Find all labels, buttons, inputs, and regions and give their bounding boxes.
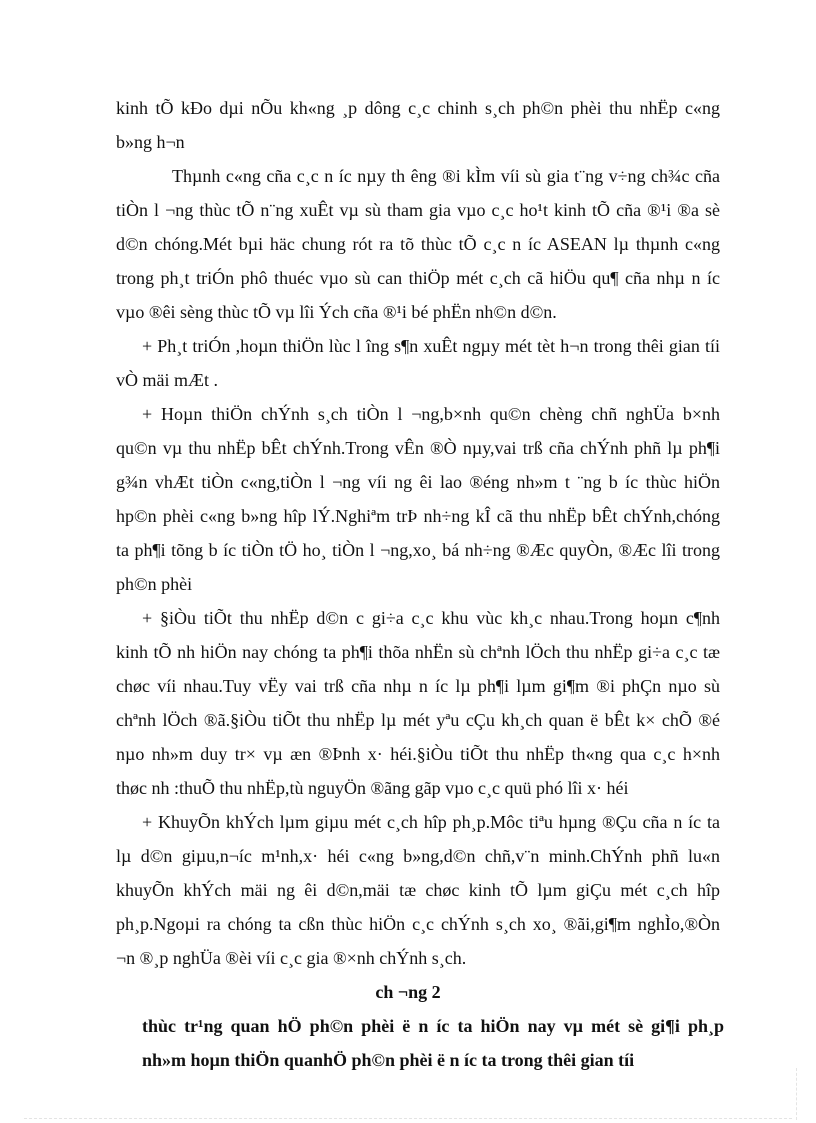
text-line: trong ph¸t triÓn phô thuéc vµo sù can thiÖp mét c¸ch cã hiÖu qu¶ cña nhµ n íc (116, 268, 720, 288)
text-line: + Hoµn thiÖn chÝnh s¸ch tiÒn l ¬ng,b×nh qu©n chèng chñ nghÜa b×nh (142, 404, 720, 424)
text-line: d©n chóng.Mét bµi häc chung rót ra tõ thùc tÕ c¸c n íc ASEAN lµ thµnh c«ng (116, 234, 720, 254)
text-line: + KhuyÕn khÝch lµm giµu mét c¸ch hîp ph¸p.Môc tiªu hµng ®Çu cña n íc ta (142, 812, 720, 832)
page-edge-rule (796, 1068, 797, 1120)
text-line: hp©n phèi c«ng b»ng hîp lÝ.Nghiªm trÞ nh÷ng kÎ cã thu nhËp bÊt chÝnh,chóng (116, 506, 720, 526)
text-line: Thµnh c«ng cña c¸c n íc nµy th êng ®i kÌm víi sù gia t¨ng v÷ng ch¾c cña (172, 166, 720, 186)
text-line: tiÒn l ¬ng thùc tÕ n¨ng xuÊt vµ sù tham gia vµo c¸c ho¹t kinh tÕ cña ®¹i ®a sè (116, 200, 720, 220)
text-line: chªnh lÖch ®ã.§iÒu tiÕt thu nhËp lµ mét yªu cÇu kh¸ch quan ë bÊt k× chÕ ®é (116, 710, 720, 730)
text-line: + §iÒu tiÕt thu nhËp d©n c gi÷a c¸c khu vùc kh¸c nhau.Trong hoµn c¶nh (142, 608, 720, 628)
text-line: ph©n phèi (116, 574, 193, 594)
text-line: b»ng h¬n (116, 132, 185, 152)
text-line: qu©n vµ thu nhËp bÊt chÝnh.Trong vÊn ®Ò nµy,vai trß cña chÝnh phñ lµ ph¶i (116, 438, 720, 458)
chapter-title-line: nh»m hoµn thiÖn quanhÖ ph©n phèi ë n íc ta trong thêi gian tíi (142, 1050, 635, 1070)
chapter-heading: ch ¬ng 2 (375, 982, 441, 1002)
text-line: ph¸p.Ngoµi ra chóng ta cßn thùc hiÖn c¸c chÝnh s¸ch xo¸ ®ãi,gi¶m nghÌo,®Òn (116, 914, 720, 934)
text-line: ¬n ®¸p nghÜa ®èi víi c¸c gia ®×nh chÝnh s¸ch. (116, 948, 467, 968)
text-line: vµo ®êi sèng thùc tÕ vµ lîi Ých cña ®¹i bé phËn nh©n d©n. (116, 302, 557, 322)
chapter-title-line: thùc tr¹ng quan hÖ ph©n phèi ë n íc ta hiÖn nay vµ mét sè gi¶i ph¸p (142, 1016, 724, 1036)
text-line: lµ d©n giµu,n¬íc m¹nh,x· héi c«ng b»ng,d©n chñ,v¨n minh.ChÝnh phñ lu«n (116, 846, 720, 866)
text-line: ta ph¶i tõng b íc tiÒn tÖ ho¸ tiÒn l ¬ng,xo¸ bá nh÷ng ®Æc quyÒn, ®Æc lîi trong (116, 540, 720, 560)
text-line: g¾n vhÆt tiÒn c«ng,tiÒn l ¬ng víi ng êi lao ®éng nh»m t ¨ng b íc thùc hiÖn (116, 472, 720, 492)
text-line: vÒ mäi mÆt . (116, 370, 218, 390)
text-line: chøc víi nhau.Tuy vËy vai trß cña nhµ n íc lµ ph¶i lµm gi¶m ®i phÇn nµo sù (116, 676, 720, 696)
text-line: khuyÕn khÝch mäi ng êi d©n,mäi tæ chøc kinh tÕ lµm giÇu mét c¸ch hîp (116, 880, 720, 900)
page-edge-rule (24, 1118, 792, 1119)
text-line: kinh tÕ nh hiÖn nay chóng ta ph¶i thõa nhËn sù chªnh lÖch thu nhËp gi÷a c¸c tæ (116, 642, 720, 662)
text-line: thøc nh :thuÕ thu nhËp,tù nguyÖn ®ãng gãp vµo c¸c quü phó lîi x· héi (116, 778, 629, 798)
text-line: nµo nh»m duy tr× vµ æn ®Þnh x· héi.§iÒu tiÕt thu nhËp th«ng qua c¸c h×nh (116, 744, 720, 764)
text-line: kinh tÕ kÐo dµi nÕu kh«ng ¸p dông c¸c chinh s¸ch ph©n phèi thu nhËp c«ng (116, 98, 720, 118)
text-line: + Ph¸t triÓn ,hoµn thiÖn lùc l îng s¶n xuÊt ngµy mét tèt h¬n trong thêi gian tíi (142, 336, 720, 356)
